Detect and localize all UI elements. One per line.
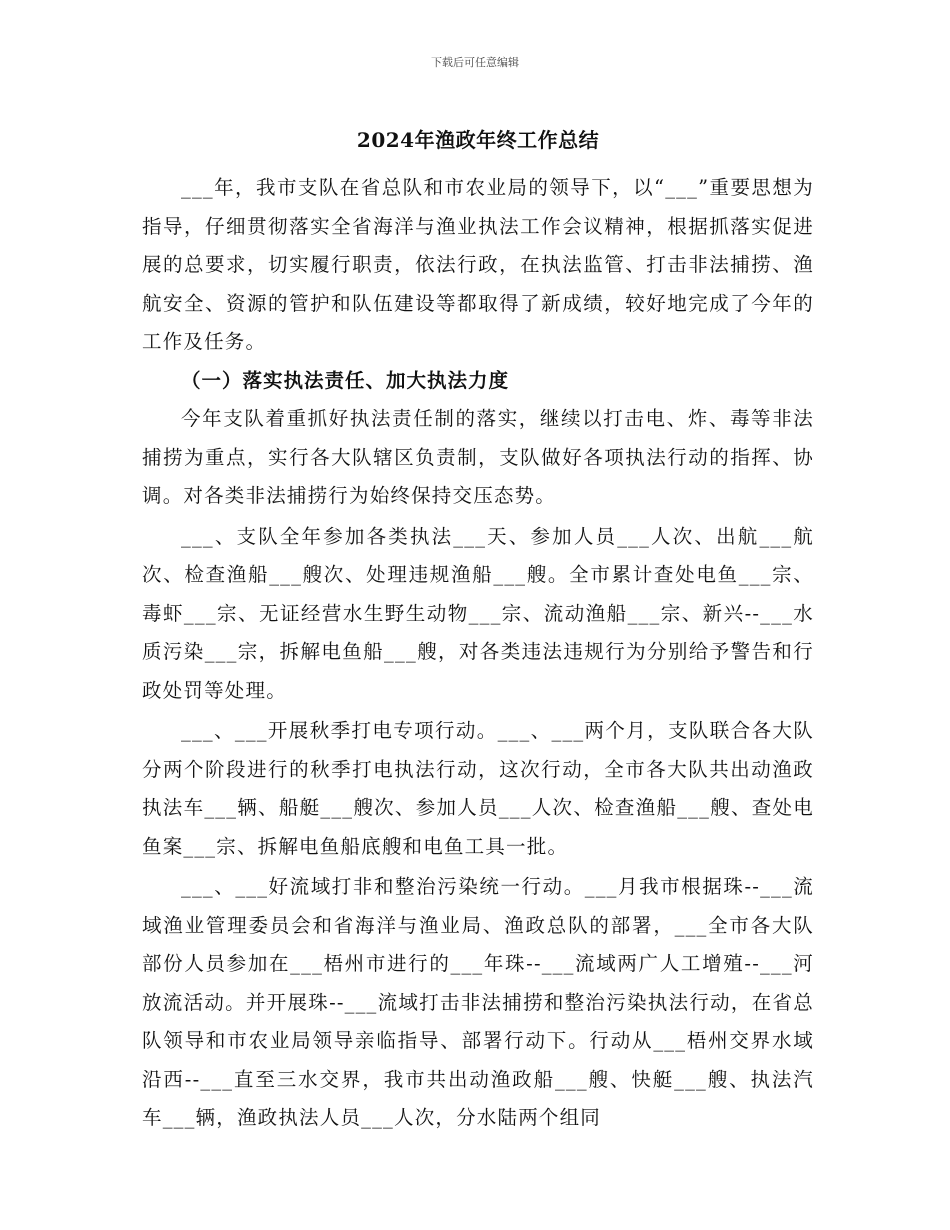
paragraph-intro: ___年，我市支队在省总队和市农业局的领导下，以“___”重要思想为指导，仔细贯彻落实全省海洋与渔业执法工作会议精神，根据抓落实促进展的总要求，切实履行职责，依法行政，在执法监管、打击非法捕捞、渔航安全、资源的管护和队伍建设等都取得了新成绩，较好地完成了今年的工作及任务。 [142,176,814,353]
paragraph: 今年支队着重抓好执法责任制的落实，继续以打击电、炸、毒等非法捕捞为重点，实行各大队辖区负责制，支队做好各项执法行动的指挥、协调。对各类非法捕捞行为始终保持交压态势。 [142,407,814,507]
document-title: 2024年渔政年终工作总结 [356,128,600,152]
paragraph: ___、___开展秋季打电专项行动。___、___两个月，支队联合各大队分两个阶段进行的秋季打电执法行动，这次行动，全市各大队共出动渔政执法车___辆、船艇___艘次、参加人员___人次、检查渔船___艘、查处电鱼案___宗、拆解电鱼船底艘和电鱼工具一批。 [142,719,814,858]
paragraph: ___、支队全年参加各类执法___天、参加人员___人次、出航___航次、检查渔船___艘次、处理违规渔船___艘。全市累计查处电鱼___宗、毒虾___宗、无证经营水生野生动物___宗、流动渔船___宗、新兴--___水质污染___宗，拆解电鱼船___艘，对各类违法违规行为分别给予警告和行政处罚等处理。 [142,524,814,702]
paragraph: ___、___好流域打非和整治污染统一行动。___月我市根据珠--___流域渔业管理委员会和省海洋与渔业局、渔政总队的部署，___全市各大队部份人员参加在___梧州市进行的___年珠--___流域两广人工增殖--___河放流活动。并开展珠--___流域打击非法捕捞和整治污染执法行动，在省总队领导和市农业局领导亲临指导、部署行动下。行动从___梧州交界水域沿西--___直至三水交界，我市共出动渔政船___艘、快艇___艘、执法汽车___辆，渔政执法人员___人次，分水陆两个组同 [142,875,814,1129]
header-note: 下载后可任意编辑 [431,56,519,69]
document-body [142,123,814,1138]
section-heading: （一）落实执法责任、加大执法力度 [181,368,510,392]
